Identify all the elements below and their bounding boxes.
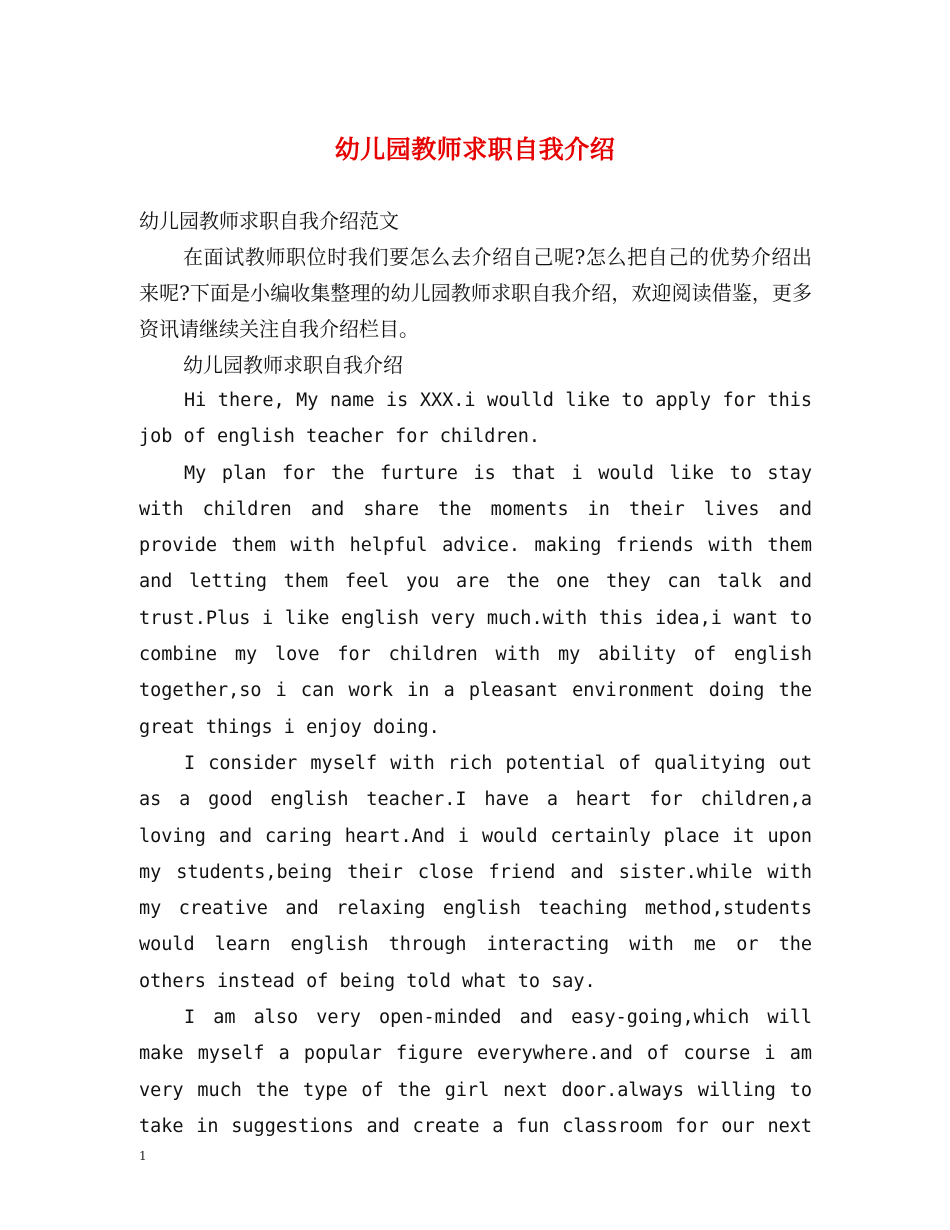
section-heading: 幼儿园教师求职自我介绍 (183, 353, 403, 377)
body-paragraph: My plan for the furture is that i would like to stay with children and share the moments in their lives and provide them with helpful advice. making friends with them and letting them feel you are the one they can talk and trust.Plus i like english very much.with this idea,i want to combine my love for children with my ability of english together,so i can work in a pleasant environment doing the great things i enjoy doing. (139, 462, 812, 738)
body-paragraph: I consider myself with rich potential of qualitying out as a good english teacher.I have a heart for children,a loving and caring heart.And i would certainly place it upon my students,being their close friend and sister.while with my creative and relaxing english teaching method,students would learn english through interacting with me or the others instead of being told what to say. (139, 752, 812, 992)
page-title: 幼儿园教师求职自我介绍 (334, 135, 616, 164)
intro-paragraph: 在面试教师职位时我们要怎么去介绍自己呢?怎么把自己的优势介绍出来呢?下面是小编收集整理的幼儿园教师求职自我介绍，欢迎阅读借鉴，更多资讯请继续关注自我介绍栏目。 (139, 245, 812, 341)
body-paragraph: I am also very open-minded and easy-going,which will make myself a popular figure everywhere.and of course i am very much the type of the girl next door.always willing to take in suggestions and create a fun classroom for our next (139, 1007, 812, 1137)
document-body (139, 203, 812, 1145)
page-number: 1 (139, 1149, 147, 1163)
body-paragraph: Hi there, My name is XXX.i woulld like to apply for this job of english teacher for children. (139, 390, 812, 448)
document-subtitle: 幼儿园教师求职自我介绍范文 (139, 209, 399, 233)
